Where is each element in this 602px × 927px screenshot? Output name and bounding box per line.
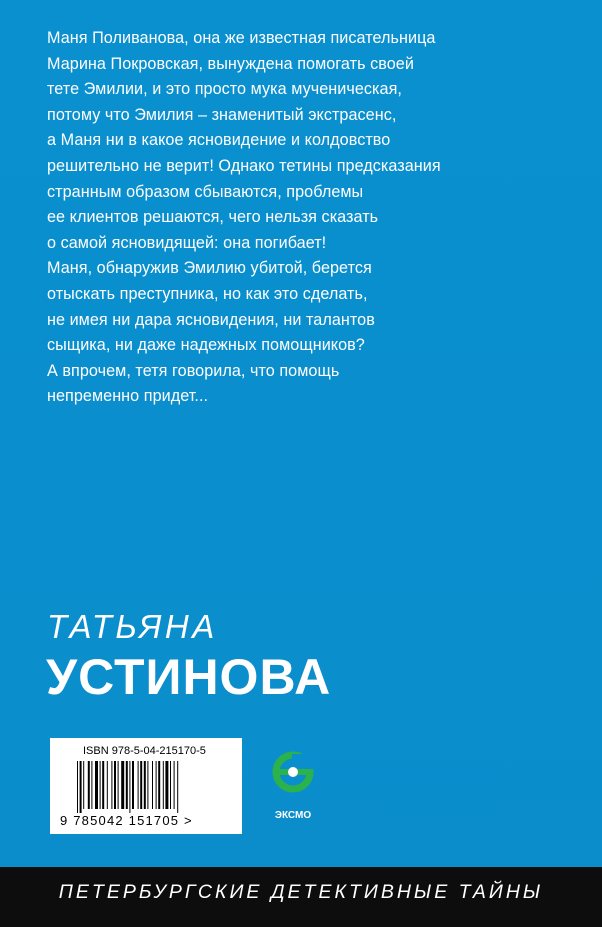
barcode-bar [156,761,157,809]
blurb-line: непременно придет... [47,387,209,406]
series-band [0,867,602,927]
barcode-bar [177,761,178,813]
blurb-line: о самой ясновидящей: она погибает! [47,233,327,252]
barcode-bars [77,761,222,813]
eksmo-logo-icon [268,745,318,827]
barcode-bar [144,761,146,809]
barcode-bar [83,761,84,809]
author-last-name: УСТИНОВА [46,649,332,705]
barcode-bar [129,761,130,813]
blurb-line: решительно не верит! Однако тетины предсказания [47,156,441,175]
blurb-text [47,26,527,410]
barcode-bar [91,761,92,809]
barcode-bar [88,761,90,809]
barcode-bar [102,761,104,809]
isbn-label: ISBN 978-5-04-215170-5 [83,745,206,757]
blurb-line: А впрочем, тетя говорила, что помощь [47,361,340,380]
blurb-line: тете Эмилии, и это просто мука мученическая, [47,80,402,99]
author-first-name: ТАТЬЯНА [47,608,218,645]
barcode-bar [165,761,168,809]
barcode-bar [170,761,171,809]
blurb-line: странным образом сбываются, проблемы [47,182,364,201]
barcode-bar [152,761,153,809]
barcode-bar [100,761,101,809]
blurb-line: отыскать преступника, но как это сделать, [47,284,368,303]
blurb-line: не имея ни дара ясновидения, ни талантов [47,310,375,329]
barcode-bar [77,761,78,813]
blurb-line: Марина Покровская, вынуждена помогать своей [47,54,414,73]
barcode-bar [126,761,128,809]
barcode-bar [147,761,148,809]
barcode-bar [114,761,116,809]
ean-digits: 9 785042 151705 > [60,813,193,828]
barcode-bar [174,761,175,809]
publisher-name: ЭКСМО [274,810,312,821]
blurb-line: а Маня ни в какое ясновидение и колдовство [47,131,391,150]
blurb-line: ее клиентов решаются, чего нельзя сказать [47,208,379,227]
barcode-bar [121,761,124,809]
series-title: ПЕТЕРБУРГСКИЕ ДЕТЕКТИВНЫЕ ТАЙНЫ [58,881,544,903]
blurb-line: сыщика, ни даже надежных помощников? [47,336,365,355]
barcode-bar [107,761,108,809]
blurb-line: Маня, обнаружив Эмилию убитой, берется [47,259,372,278]
barcode-bar [158,761,160,809]
barcode-bar [138,761,139,809]
barcode-bar [163,761,164,809]
barcode-bar [118,761,119,809]
barcode-bar [80,761,82,813]
barcode-bar [132,761,134,809]
barcode-bar [140,761,142,809]
blurb-line: Маня Поливанова, она же известная писательница [47,29,436,47]
isbn-barcode [50,738,242,834]
barcode-bar [111,761,112,809]
barcode-bar [95,761,98,809]
blurb-line: потому что Эмилия – знаменитый экстрасенс, [47,105,397,124]
